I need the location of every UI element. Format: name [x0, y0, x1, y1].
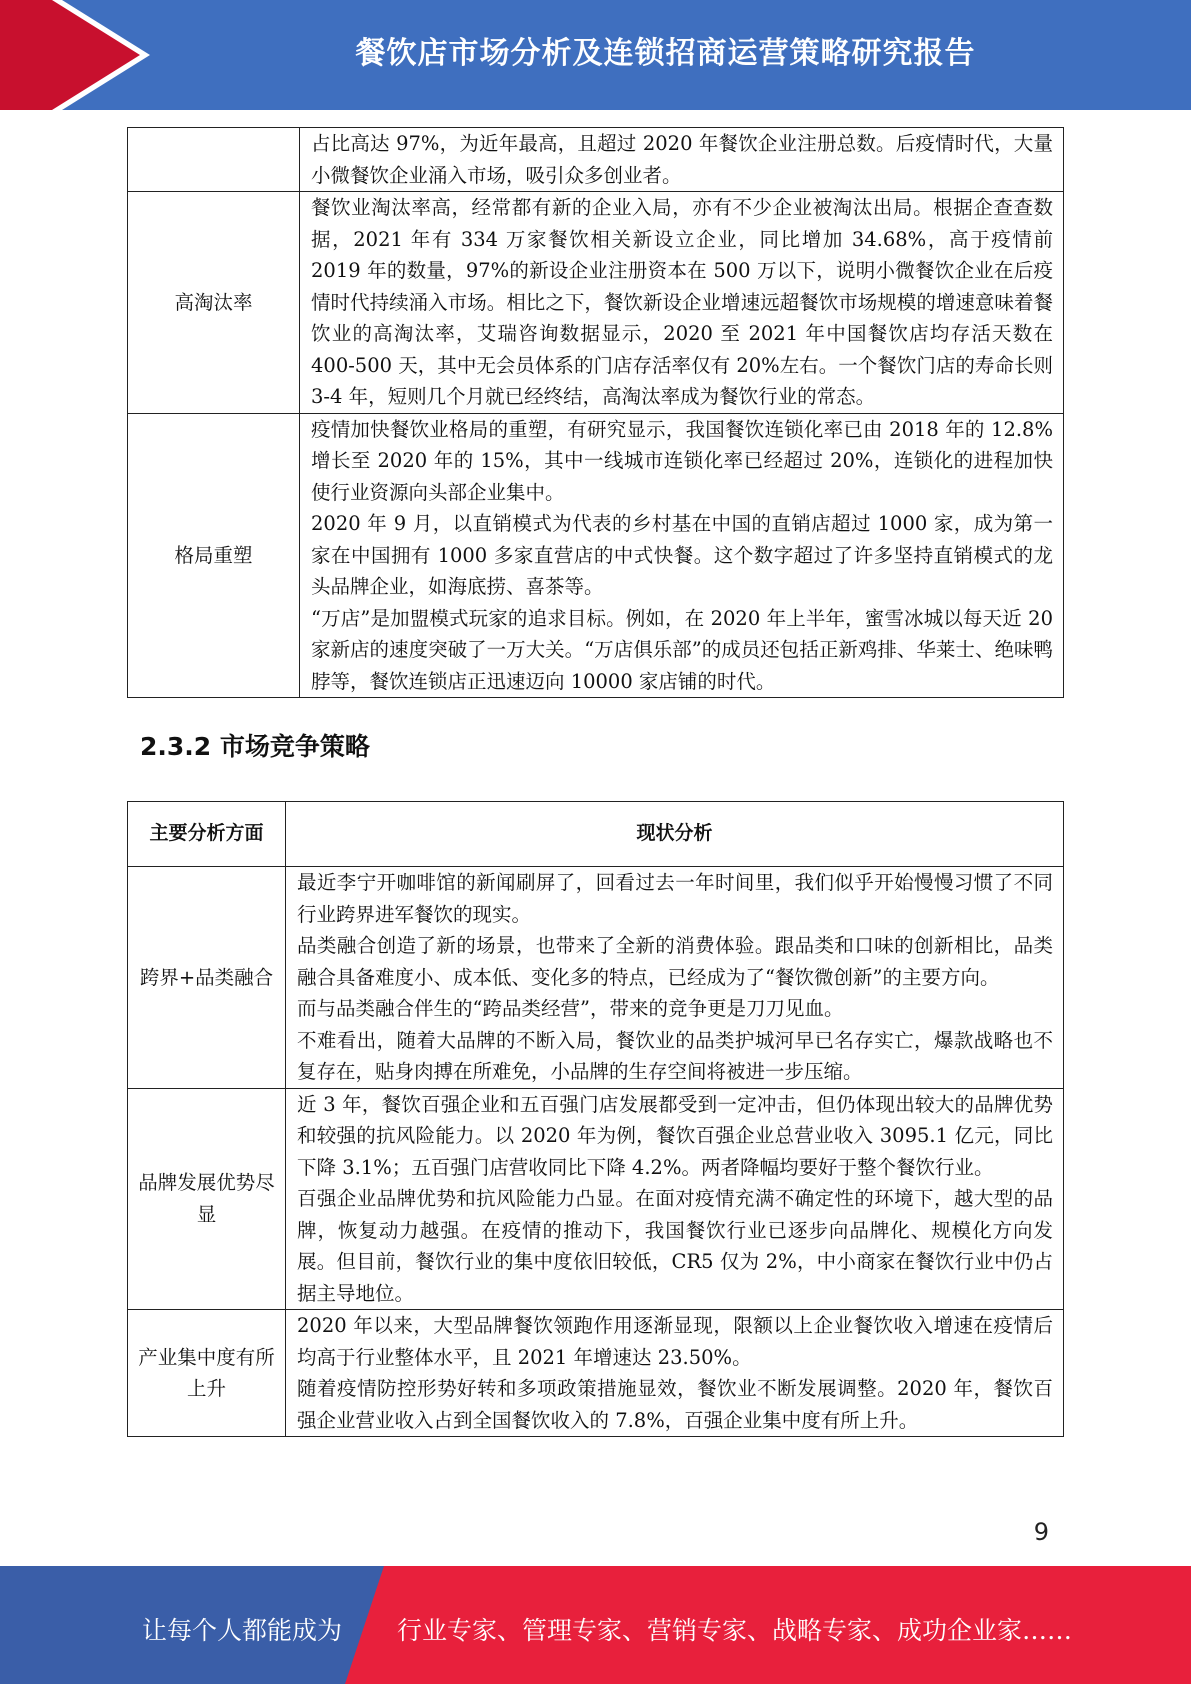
- section-heading: 2.3.2 市场竞争策略: [140, 732, 370, 761]
- row-content: [286, 1310, 1064, 1437]
- paragraph: 随着疫情防控形势好转和多项政策措施显效，餐饮业不断发展调整。2020 年，餐饮百强企业营业收入占到全国餐饮收入的 7.8%，百强企业集中度有所上升。: [297, 1377, 1053, 1432]
- table-row: [128, 413, 1064, 698]
- paragraph: 占比高达 97%，为近年最高，且超过 2020 年餐饮企业注册总数。后疫情时代，大量小微餐饮企业涌入市场，吸引众多创业者。: [311, 132, 1053, 187]
- table-row: [128, 1310, 1064, 1437]
- paragraph: 疫情加快餐饮业格局的重塑，有研究显示，我国餐饮连锁化率已由 2018 年的 12.8%增长至 2020 年的 15%，其中一线城市连锁化率已经超过 20%，连锁化的进程加快使行业资源向头部企业集中。: [311, 417, 1053, 504]
- paragraph: 近 3 年，餐饮百强企业和五百强门店发展都受到一定冲击，但仍体现出较大的品牌优势和较强的抗风险能力。以 2020 年为例，餐饮百强企业总营业收入 3095.1 亿元，同比下降 3.1%；五百强门店营收同比下降 4.2%。两者降幅均要好于整个餐饮行业。: [297, 1092, 1053, 1179]
- header-arrow-decoration: [0, 0, 150, 110]
- row-content: [300, 128, 1064, 192]
- column-header: 现状分析: [286, 802, 1064, 867]
- row-label: 高淘汰率: [128, 192, 300, 414]
- analysis-table-continued: [127, 127, 1064, 698]
- table-row: [128, 867, 1064, 1089]
- table-row: [128, 128, 1064, 192]
- row-label: 格局重塑: [128, 413, 300, 698]
- paragraph: “万店”是加盟模式玩家的追求目标。例如，在 2020 年上半年，蜜雪冰城以每天近 20 家新店的速度突破了一万大关。“万店俱乐部”的成员还包括正新鸡排、华莱士、绝味鸭脖等，餐饮连锁店正迅速迈向 10000 家店铺的时代。: [311, 606, 1053, 693]
- row-content: [300, 192, 1064, 414]
- row-label: 品牌发展优势尽显: [128, 1088, 286, 1310]
- row-label: 产业集中度有所上升: [128, 1310, 286, 1437]
- paragraph: 品类融合创造了新的场景，也带来了全新的消费体验。跟品类和口味的创新相比，品类融合具备难度小、成本低、变化多的特点，已经成为了“餐饮微创新”的主要方向。: [297, 934, 1053, 989]
- paragraph: 而与品类融合伴生的“跨品类经营”，带来的竞争更是刀刀见血。: [297, 997, 844, 1020]
- paragraph: 2020 年 9 月，以直销模式为代表的乡村基在中国的直销店超过 1000 家，成为第一家在中国拥有 1000 多家直营店的中式快餐。这个数字超过了许多坚持直销模式的龙头品牌企业，如海底捞、喜茶等。: [311, 512, 1053, 598]
- footer-slogan-left: 让每个人都能成为: [142, 1616, 343, 1645]
- row-content: [300, 413, 1064, 698]
- row-label: 跨界+品类融合: [128, 867, 286, 1089]
- paragraph: 不难看出，随着大品牌的不断入局，餐饮业的品类护城河早已名存实亡，爆款战略也不复存在，贴身肉搏在所难免，小品牌的生存空间将被进一步压缩。: [297, 1028, 1053, 1083]
- footer-slogan-right: 行业专家、管理专家、营销专家、战略专家、成功企业家……: [397, 1616, 1073, 1645]
- page-number: 9: [1033, 1518, 1049, 1546]
- row-content: [286, 1088, 1064, 1310]
- table-row: [128, 192, 1064, 414]
- row-content: [286, 867, 1064, 1089]
- table-row: [128, 1088, 1064, 1310]
- column-header: 主要分析方面: [128, 802, 286, 867]
- paragraph: 餐饮业淘汰率高，经常都有新的企业入局，亦有不少企业被淘汰出局。根据企查查数据，2021 年有 334 万家餐饮相关新设立企业，同比增加 34.68%，高于疫情前 2019 年的数量，97%的新设企业注册资本在 500 万以下，说明小微餐饮企业在后疫情时代持续涌入市场。相比之下，餐饮新设企业增速远超餐饮市场规模的增速意味着餐饮业的高淘汰率，艾瑞咨询数据显示，2020 至 2021 年中国餐饮店均存活天数在 400-500 天，其中无会员体系的门店存活率仅有 20%左右。一个餐饮门店的寿命长则 3-4 年，短则几个月就已经终结，高淘汰率成为餐饮行业的常态。: [311, 196, 1053, 408]
- report-title: 餐饮店市场分析及连锁招商运营策略研究报告: [355, 36, 976, 71]
- footer-banner: [0, 1566, 1191, 1684]
- paragraph: 百强企业品牌优势和抗风险能力凸显。在面对疫情充满不确定性的环境下，越大型的品牌，恢复动力越强。在疫情的推动下，我国餐饮行业已逐步向品牌化、规模化方向发展。但目前，餐饮行业的集中度依旧较低，CR5 仅为 2%，中小商家在餐饮行业中仍占据主导地位。: [297, 1187, 1053, 1305]
- row-label: [128, 128, 300, 192]
- competition-strategy-table: [127, 801, 1064, 1437]
- table-header-row: [128, 802, 1064, 867]
- paragraph: 最近李宁开咖啡馆的新闻刷屏了，回看过去一年时间里，我们似乎开始慢慢习惯了不同行业跨界进军餐饮的现实。: [297, 871, 1053, 926]
- paragraph: 2020 年以来，大型品牌餐饮领跑作用逐渐显现，限额以上企业餐饮收入增速在疫情后均高于行业整体水平，且 2021 年增速达 23.50%。: [297, 1314, 1053, 1369]
- header-banner: [0, 0, 1191, 110]
